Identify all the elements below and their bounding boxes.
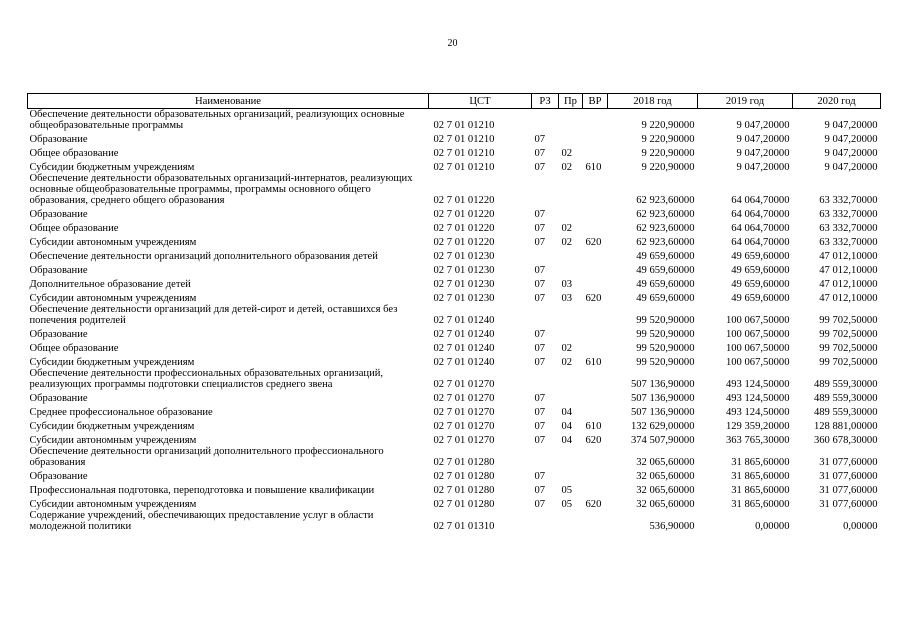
row-2020: 128 881,00000 [813, 421, 878, 432]
row-2020: 489 559,30000 [813, 393, 878, 404]
row-name: Дополнительное образование детей [29, 279, 191, 290]
row-cst: 02 7 01 01220 [433, 209, 495, 220]
row-vr [583, 173, 608, 206]
table-body [28, 109, 881, 533]
row-rz: 07 [534, 162, 546, 173]
row-2019: 0,00000 [755, 521, 790, 532]
row-rz: 07 [534, 329, 546, 340]
row-2019: 363 765,30000 [725, 435, 790, 446]
row-cst: 02 7 01 01220 [433, 237, 495, 248]
table-row [28, 482, 881, 496]
row-2020: 31 077,60000 [819, 485, 878, 496]
row-rz: 07 [534, 421, 546, 432]
row-name: Субсидии бюджетным учреждениям [29, 421, 195, 432]
row-cst: 02 7 01 01270 [433, 435, 495, 446]
row-vr [583, 446, 608, 468]
row-2018: 32 065,60000 [636, 485, 695, 496]
row-name: Субсидии автономным учреждениям [29, 237, 197, 248]
budget-table [27, 93, 881, 532]
row-2019: 49 659,60000 [731, 265, 790, 276]
row-vr: 620 [585, 435, 602, 446]
row-pr [559, 173, 583, 206]
table-row [28, 304, 881, 326]
row-2020: 489 559,30000 [813, 379, 878, 390]
row-rz [532, 173, 559, 206]
row-vr: 610 [585, 357, 602, 368]
row-name: Субсидии автономным учреждениям [29, 435, 197, 446]
row-2018: 62 923,60000 [636, 209, 695, 220]
row-vr [583, 304, 608, 326]
row-cst: 02 7 01 01210 [433, 134, 495, 145]
row-2018: 62 923,60000 [636, 195, 695, 206]
row-2020: 47 012,10000 [819, 293, 878, 304]
row-pr: 02 [561, 162, 573, 173]
row-name: Образование [29, 209, 88, 220]
row-rz: 07 [534, 343, 546, 354]
table-header-row [28, 94, 881, 109]
table-row [28, 326, 881, 340]
row-vr [583, 482, 608, 496]
row-2018: 99 520,90000 [636, 315, 695, 326]
row-2020: 9 047,20000 [824, 120, 878, 131]
row-cst: 02 7 01 01220 [433, 195, 495, 206]
header-rz: РЗ [532, 94, 559, 109]
row-2018: 507 136,90000 [630, 379, 695, 390]
row-2018: 32 065,60000 [636, 457, 695, 468]
row-vr [583, 262, 608, 276]
row-pr [559, 326, 583, 340]
table-row [28, 368, 881, 390]
row-cst: 02 7 01 01270 [433, 393, 495, 404]
table-row [28, 446, 881, 468]
row-cst: 02 7 01 01230 [433, 279, 495, 290]
row-2020: 99 702,50000 [819, 315, 878, 326]
row-rz: 07 [534, 435, 546, 446]
row-vr: 620 [585, 237, 602, 248]
row-rz: 07 [534, 393, 546, 404]
row-2018: 9 220,90000 [641, 134, 695, 145]
row-2018: 62 923,60000 [636, 223, 695, 234]
row-2018: 374 507,90000 [630, 435, 695, 446]
row-name: Субсидии автономным учреждениям [29, 499, 197, 510]
row-pr: 04 [561, 407, 573, 418]
row-2018: 9 220,90000 [641, 148, 695, 159]
row-vr: 610 [585, 162, 602, 173]
row-2020: 9 047,20000 [824, 148, 878, 159]
table-row [28, 432, 881, 446]
row-2020: 360 678,30000 [813, 435, 878, 446]
row-vr [583, 404, 608, 418]
row-2020: 47 012,10000 [819, 265, 878, 276]
row-vr [583, 326, 608, 340]
row-2020: 63 332,70000 [819, 237, 878, 248]
row-2020: 31 077,60000 [819, 499, 878, 510]
row-2018: 49 659,60000 [636, 251, 695, 262]
row-pr: 04 [561, 435, 573, 446]
row-2018: 99 520,90000 [636, 357, 695, 368]
row-rz: 07 [534, 223, 546, 234]
table-row [28, 510, 881, 532]
row-rz [532, 304, 559, 326]
row-pr: 02 [561, 357, 573, 368]
table-row [28, 131, 881, 145]
row-vr: 610 [585, 421, 602, 432]
row-vr [583, 109, 608, 132]
row-2018: 49 659,60000 [636, 279, 695, 290]
row-name: Общее образование [29, 148, 119, 159]
row-cst: 02 7 01 01270 [433, 379, 495, 390]
row-vr [583, 145, 608, 159]
row-rz [532, 368, 559, 390]
row-pr: 02 [561, 237, 573, 248]
table-row [28, 109, 881, 132]
row-rz: 07 [534, 293, 546, 304]
row-2018: 32 065,60000 [636, 499, 695, 510]
row-name: Образование [29, 134, 88, 145]
table-row [28, 354, 881, 368]
table-row [28, 340, 881, 354]
row-pr: 02 [561, 343, 573, 354]
row-2020: 47 012,10000 [819, 251, 878, 262]
header-vr: ВР [583, 94, 608, 109]
row-2019: 100 067,50000 [725, 343, 790, 354]
row-2019: 9 047,20000 [736, 134, 790, 145]
row-rz: 07 [534, 148, 546, 159]
header-2019: 2019 год [698, 94, 793, 109]
row-pr [559, 468, 583, 482]
table-row [28, 468, 881, 482]
row-vr: 620 [585, 499, 602, 510]
row-2019: 49 659,60000 [731, 293, 790, 304]
row-cst: 02 7 01 01210 [433, 162, 495, 173]
row-2020: 0,00000 [843, 521, 878, 532]
row-name: Профессиональная подготовка, переподготовка и повышение квалификации [29, 485, 375, 496]
row-name: Образование [29, 471, 88, 482]
row-name: Образование [29, 393, 88, 404]
row-pr [559, 446, 583, 468]
row-cst: 02 7 01 01220 [433, 223, 495, 234]
row-vr [583, 220, 608, 234]
row-vr [583, 340, 608, 354]
row-2018: 32 065,60000 [636, 471, 695, 482]
row-2020: 63 332,70000 [819, 195, 878, 206]
row-rz: 07 [534, 279, 546, 290]
row-name: Среднее профессиональное образование [29, 407, 213, 418]
row-pr [559, 131, 583, 145]
row-cst: 02 7 01 01240 [433, 329, 495, 340]
row-pr: 05 [561, 485, 573, 496]
row-name: Обеспечение деятельности организаций дополнительного профессионального образования [29, 446, 384, 468]
row-rz [532, 510, 559, 532]
row-2019: 100 067,50000 [725, 315, 790, 326]
row-rz: 07 [534, 209, 546, 220]
row-vr [583, 131, 608, 145]
row-name: Субсидии бюджетным учреждениям [29, 162, 195, 173]
row-cst: 02 7 01 01310 [433, 521, 495, 532]
row-cst: 02 7 01 01210 [433, 120, 495, 131]
row-vr [583, 248, 608, 262]
table-row [28, 145, 881, 159]
row-name: Обеспечение деятельности образовательных организаций, реализующих основные общеобразовательные программы [29, 109, 405, 131]
row-name: Общее образование [29, 223, 119, 234]
table-row [28, 390, 881, 404]
row-2018: 507 136,90000 [630, 393, 695, 404]
row-vr [583, 276, 608, 290]
row-cst: 02 7 01 01240 [433, 343, 495, 354]
row-2019: 9 047,20000 [736, 120, 790, 131]
row-2019: 49 659,60000 [731, 279, 790, 290]
table-row [28, 404, 881, 418]
row-cst: 02 7 01 01230 [433, 293, 495, 304]
row-2019: 129 359,20000 [725, 421, 790, 432]
row-name: Образование [29, 265, 88, 276]
row-2020: 31 077,60000 [819, 457, 878, 468]
row-rz: 07 [534, 134, 546, 145]
row-pr: 02 [561, 148, 573, 159]
row-2019: 9 047,20000 [736, 148, 790, 159]
row-2020: 99 702,50000 [819, 329, 878, 340]
row-2020: 99 702,50000 [819, 357, 878, 368]
row-pr [559, 368, 583, 390]
table-row [28, 248, 881, 262]
table-row [28, 159, 881, 173]
row-rz: 07 [534, 485, 546, 496]
row-2019: 493 124,50000 [725, 379, 790, 390]
row-rz: 07 [534, 357, 546, 368]
row-2018: 9 220,90000 [641, 162, 695, 173]
row-cst: 02 7 01 01240 [433, 315, 495, 326]
row-name: Обеспечение деятельности профессиональных образовательных организаций, реализующих программы подготовки специалистов среднего звена [29, 368, 384, 390]
header-2018: 2018 год [608, 94, 698, 109]
row-cst: 02 7 01 01280 [433, 471, 495, 482]
table-row [28, 262, 881, 276]
row-name: Субсидии автономным учреждениям [29, 293, 197, 304]
row-2019: 49 659,60000 [731, 251, 790, 262]
row-cst: 02 7 01 01230 [433, 251, 495, 262]
row-pr: 02 [561, 223, 573, 234]
row-2019: 64 064,70000 [731, 223, 790, 234]
table-row [28, 173, 881, 206]
table-row [28, 234, 881, 248]
row-rz: 07 [534, 237, 546, 248]
row-2020: 9 047,20000 [824, 134, 878, 145]
row-vr [583, 368, 608, 390]
row-name: Субсидии бюджетным учреждениям [29, 357, 195, 368]
row-2020: 489 559,30000 [813, 407, 878, 418]
row-name: Общее образование [29, 343, 119, 354]
row-2018: 507 136,90000 [630, 407, 695, 418]
row-pr [559, 109, 583, 132]
row-2019: 493 124,50000 [725, 393, 790, 404]
row-2018: 49 659,60000 [636, 265, 695, 276]
row-pr: 03 [561, 279, 573, 290]
row-name: Образование [29, 329, 88, 340]
row-pr [559, 390, 583, 404]
row-cst: 02 7 01 01230 [433, 265, 495, 276]
table-row [28, 206, 881, 220]
row-2019: 31 865,60000 [731, 457, 790, 468]
row-pr [559, 206, 583, 220]
row-2018: 62 923,60000 [636, 237, 695, 248]
row-2019: 100 067,50000 [725, 329, 790, 340]
row-2020: 47 012,10000 [819, 279, 878, 290]
row-name: Обеспечение деятельности образовательных организаций-интернатов, реализующих основные общеобразовательные программы, программы основного общего образования, среднего общего образования [29, 173, 413, 206]
row-2019: 31 865,60000 [731, 485, 790, 496]
row-2018: 536,90000 [649, 521, 695, 532]
row-rz: 07 [534, 499, 546, 510]
row-cst: 02 7 01 01280 [433, 485, 495, 496]
row-cst: 02 7 01 01270 [433, 421, 495, 432]
row-cst: 02 7 01 01270 [433, 407, 495, 418]
row-2019: 100 067,50000 [725, 357, 790, 368]
row-2020: 9 047,20000 [824, 162, 878, 173]
row-pr: 03 [561, 293, 573, 304]
row-rz: 07 [534, 471, 546, 482]
table-row [28, 496, 881, 510]
table-row [28, 418, 881, 432]
row-cst: 02 7 01 01240 [433, 357, 495, 368]
row-2018: 99 520,90000 [636, 329, 695, 340]
row-2020: 63 332,70000 [819, 209, 878, 220]
row-2019: 64 064,70000 [731, 209, 790, 220]
row-pr [559, 262, 583, 276]
row-vr [583, 510, 608, 532]
row-2018: 99 520,90000 [636, 343, 695, 354]
row-cst: 02 7 01 01280 [433, 457, 495, 468]
row-2019: 31 865,60000 [731, 499, 790, 510]
row-2018: 132 629,00000 [630, 421, 695, 432]
row-cst: 02 7 01 01210 [433, 148, 495, 159]
header-name: Наименование [28, 94, 429, 109]
row-vr [583, 390, 608, 404]
row-pr: 04 [561, 421, 573, 432]
row-rz [532, 248, 559, 262]
row-2018: 9 220,90000 [641, 120, 695, 131]
row-2020: 99 702,50000 [819, 343, 878, 354]
table-row [28, 290, 881, 304]
row-vr: 620 [585, 293, 602, 304]
header-2020: 2020 год [793, 94, 881, 109]
row-vr [583, 468, 608, 482]
row-2020: 31 077,60000 [819, 471, 878, 482]
row-2019: 493 124,50000 [725, 407, 790, 418]
row-pr [559, 510, 583, 532]
row-pr: 05 [561, 499, 573, 510]
row-2019: 64 064,70000 [731, 195, 790, 206]
row-rz [532, 446, 559, 468]
row-pr [559, 248, 583, 262]
row-2018: 49 659,60000 [636, 293, 695, 304]
row-rz: 07 [534, 265, 546, 276]
table-row [28, 220, 881, 234]
row-cst: 02 7 01 01280 [433, 499, 495, 510]
page-number: 20 [447, 38, 458, 49]
row-2020: 63 332,70000 [819, 223, 878, 234]
row-2019: 31 865,60000 [731, 471, 790, 482]
table-row [28, 276, 881, 290]
header-cst: ЦСТ [429, 94, 532, 109]
header-pr: Пр [559, 94, 583, 109]
row-rz [532, 109, 559, 132]
row-pr [559, 304, 583, 326]
row-2019: 9 047,20000 [736, 162, 790, 173]
row-vr [583, 206, 608, 220]
row-name: Обеспечение деятельности организаций для детей-сирот и детей, оставшихся без попечения родителей [29, 304, 398, 326]
row-name: Содержание учреждений, обеспечивающих предоставление услуг в области молодежной политики [29, 510, 374, 532]
row-rz: 07 [534, 407, 546, 418]
row-2019: 64 064,70000 [731, 237, 790, 248]
row-name: Обеспечение деятельности организаций дополнительного образования детей [29, 251, 378, 262]
